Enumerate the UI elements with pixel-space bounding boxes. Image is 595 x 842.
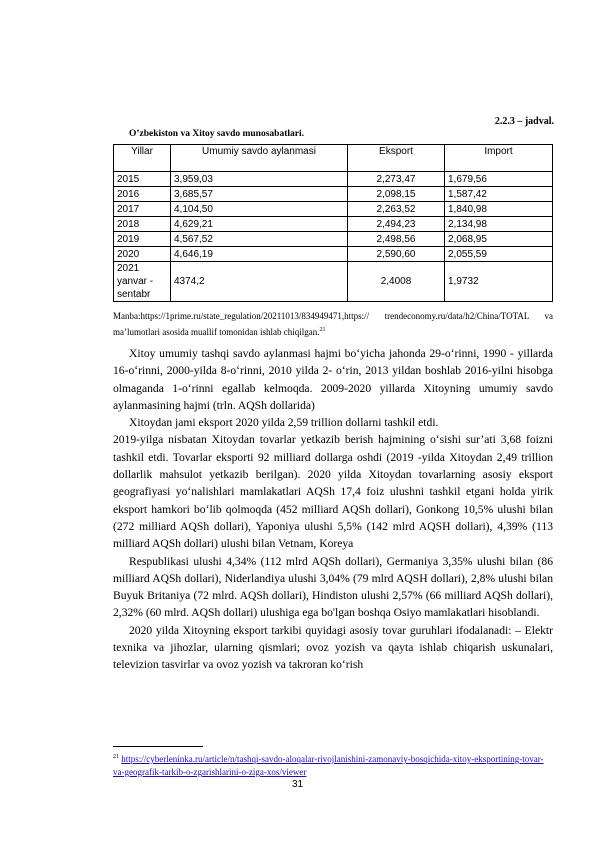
cell-total-trade: 4,567,52 <box>171 232 348 247</box>
header-total-trade: Umumiy savdo aylanmasi <box>171 145 348 172</box>
footnote <box>113 751 553 779</box>
cell-export: 2,498,56 <box>348 232 445 247</box>
cell-import: 2,068,95 <box>445 232 553 247</box>
cell-export: 2,098,15 <box>348 187 445 202</box>
source-footnote-ref: 21 <box>319 327 326 333</box>
paragraph: 2019-yilga nisbatan Xitoydan tovarlar yetkazib berish hajmining o‘sishi sur’ati 3,68 foizni tashkil etdi. Tovarlar eksporti 92 milliard dollarga oshdi (2019 -yilda Xitoydan 2,49 trillion dollarlik mahsulot yetkazib berilgan). 2020 yilda Xitoydan tovarlarning asosiy eksport geografiyasi yo‘nalishlari mamlakatlari AQSh 17,4 foiz ulushni tashkil etgani holda yirik eksport hamkori bo‘lib qolmoqda (452 milliard AQSh dollari), Gonkong 10,5% ulushi bilan (272 milliard AQSh dollari), Yaponiya ulushi 5,5% (142 mlrd AQSH dollari), 4,39% (113 milliard AQSh dollari) ulushi bilan Vetnam, Koreya <box>113 433 553 551</box>
footnote-link[interactable]: https://cyberleninka.ru/article/n/tashqi-savdo-aloqalar-rivojlanishini-zamonaviy-bosqichida-xitoy-eksportining-tovar-va-geografik-tarkib-o-zgarishlarini-o-ziga-xos/viewer <box>113 754 544 777</box>
cell-import: 2,055,59 <box>445 247 553 262</box>
cell-import: 1,679,56 <box>445 172 553 187</box>
header-export: Eksport <box>348 145 445 172</box>
table-row <box>114 172 553 187</box>
table-row <box>114 202 553 217</box>
cell-total-trade: 3,959,03 <box>171 172 348 187</box>
cell-export: 2,4008 <box>348 262 445 302</box>
footnote-number: 21 <box>113 754 119 760</box>
cell-export: 2,590,60 <box>348 247 445 262</box>
cell-year: 2016 <box>114 187 171 202</box>
paragraph: Xitoydan jami eksport 2020 yilda 2,59 trillion dollarni tashkil etdi. <box>129 416 439 430</box>
table-header-row <box>114 145 553 172</box>
cell-year: 2017 <box>114 202 171 217</box>
cell-total-trade: 4,104,50 <box>171 202 348 217</box>
cell-export: 2,263,52 <box>348 202 445 217</box>
table-label: 2.2.3 – jadval. <box>494 116 554 127</box>
footnote-separator <box>113 746 203 747</box>
table-row <box>114 187 553 202</box>
table-row <box>114 232 553 247</box>
cell-year: 2015 <box>114 172 171 187</box>
cell-year: 2018 <box>114 217 171 232</box>
cell-year: 2019 <box>114 232 171 247</box>
paragraph: Xitoy umumiy tashqi savdo aylanmasi hajmi bo‘yicha jahonda 29-o‘rinni, 1990 - yillarda 16-o‘rinni, 2000-yilda 8-o‘rinni, 2010 yilda 2- o‘rin, 2013 yildan boshlab 2016-yilni hisobga olmaganda 1-o‘rinni egallab kelmoqda. 2009-2020 yillarda Xitoyning umumiy savdo aylanmasining hajmi (trln. AQSh dollarida) <box>113 347 553 412</box>
table-row <box>114 217 553 232</box>
cell-total-trade: 4,629,21 <box>171 217 348 232</box>
table-row <box>114 247 553 262</box>
cell-import: 1,587,42 <box>445 187 553 202</box>
paragraph: 2020 yilda Xitoyning eksport tarkibi quyidagi asosiy tovar guruhlari ifodalanadi: – Elektr texnika va jihozlar, ularning qismlari; ovoz yozish va qayta ishlab chiqarish uskunalari, televizion tasvirlar va ovoz yozish va takroran ko‘rish <box>113 623 553 672</box>
cell-export: 2,273,47 <box>348 172 445 187</box>
cell-import: 1,840,98 <box>445 202 553 217</box>
table-title: O’zbekiston va Xitoy savdo munosabatlari. <box>129 129 304 139</box>
header-years: Yillar <box>114 145 171 172</box>
table-row <box>114 262 553 302</box>
header-import: Import <box>445 145 553 172</box>
source-text: Manba:https://1prime.ru/state_regulation/20211013/834949471,https:// trendeconomy.ru/data/h2/China/TOTAL va ma’lumotlari asosida muallif tomonidan ishlab chiqilgan. <box>113 311 553 337</box>
source-note <box>113 309 553 339</box>
trade-table <box>113 144 553 302</box>
cell-import: 1,9732 <box>445 262 553 302</box>
cell-import: 2,134,98 <box>445 217 553 232</box>
table-body <box>114 172 553 302</box>
cell-total-trade: 4,646,19 <box>171 247 348 262</box>
cell-total-trade: 4374,2 <box>171 262 348 302</box>
page-number: 31 <box>291 779 304 790</box>
cell-year: 2020 <box>114 247 171 262</box>
cell-year: 2021 yanvar - sentabr <box>114 262 171 302</box>
cell-total-trade: 3,685,57 <box>171 187 348 202</box>
cell-export: 2,494,23 <box>348 217 445 232</box>
paragraph: Respublikasi ulushi 4,34% (112 mlrd AQSh dollari), Germaniya 3,35% ulushi bilan (86 milliard AQSh dollari), Niderlandiya ulushi 3,04% (79 mlrd AQSH dollari), 2,8% ulushi bilan Buyuk Britaniya (72 mlrd. AQSh dollari), Hindiston ulushi 2,57% (66 milliard AQSh dollari), 2,32% (60 mlrd. AQSh dollari) ulushiga ega bo'lgan boshqa Osiyo mamlakatlari hisoblandi. <box>113 554 553 620</box>
body-text <box>113 345 553 674</box>
